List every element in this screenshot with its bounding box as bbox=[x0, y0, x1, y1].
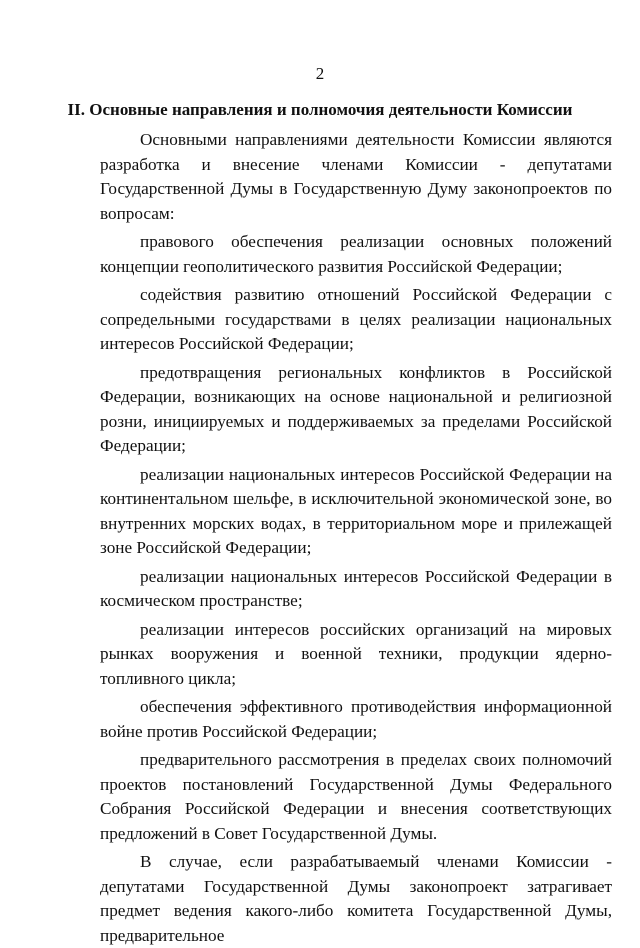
paragraph-intro: Основными направлениями деятельности Комиссии являются разработка и внесение членами Комиссии - депутатами Государственной Думы в Государственную Думу законопроектов по вопросам: bbox=[100, 130, 612, 223]
paragraph-item-conflict-prevention: предотвращения региональных конфликтов в Российской Федерации, возникающих на основе национальной и религиозной розни, инициируемых и поддерживаемых за пределами Российской Федерации; bbox=[100, 362, 612, 455]
paragraph-item-preliminary-review: предварительного рассмотрения в пределах своих полномочий проектов постановлений Государственной Думы Федерального Собрания Российской Федерации и внесения соответствующих предложений в Совет Государственной Думы. bbox=[100, 750, 612, 843]
section-heading: II. Основные направления и полномочия деятельности Комиссии bbox=[67, 100, 573, 119]
paragraph-item-arms-markets: реализации интересов российских организаций на мировых рынках вооружения и военной техники, продукции ядерно-топливного цикла; bbox=[100, 619, 612, 688]
document-body bbox=[100, 128, 612, 948]
paragraph-committee-case: В случае, если разрабатываемый членами Комиссии - депутатами Государственной Думы законопроект затрагивает предмет ведения какого-либо комитета Государственной Думы, предварительное bbox=[100, 852, 612, 945]
paragraph-item-outer-space: реализации национальных интересов Российской Федерации в космическом пространстве; bbox=[100, 566, 612, 610]
paragraph-item-information-war: обеспечения эффективного противодействия информационной войне против Российской Федерации; bbox=[100, 697, 612, 741]
page-number: 2 bbox=[315, 64, 325, 83]
paragraph-item-geopolitics: правового обеспечения реализации основных положений концепции геополитического развития Российской Федерации; bbox=[100, 232, 612, 276]
paragraph-item-neighbor-relations: содействия развитию отношений Российской Федерации с сопредельными государствами в целях реализации национальных интересов Российской Федерации; bbox=[100, 285, 612, 353]
paragraph-item-continental-shelf: реализации национальных интересов Российской Федерации на континентальном шельфе, в исключительной экономической зоне, во внутренних морских водах, в территориальном море и прилежащей зоне Российской Федерации; bbox=[100, 464, 612, 557]
